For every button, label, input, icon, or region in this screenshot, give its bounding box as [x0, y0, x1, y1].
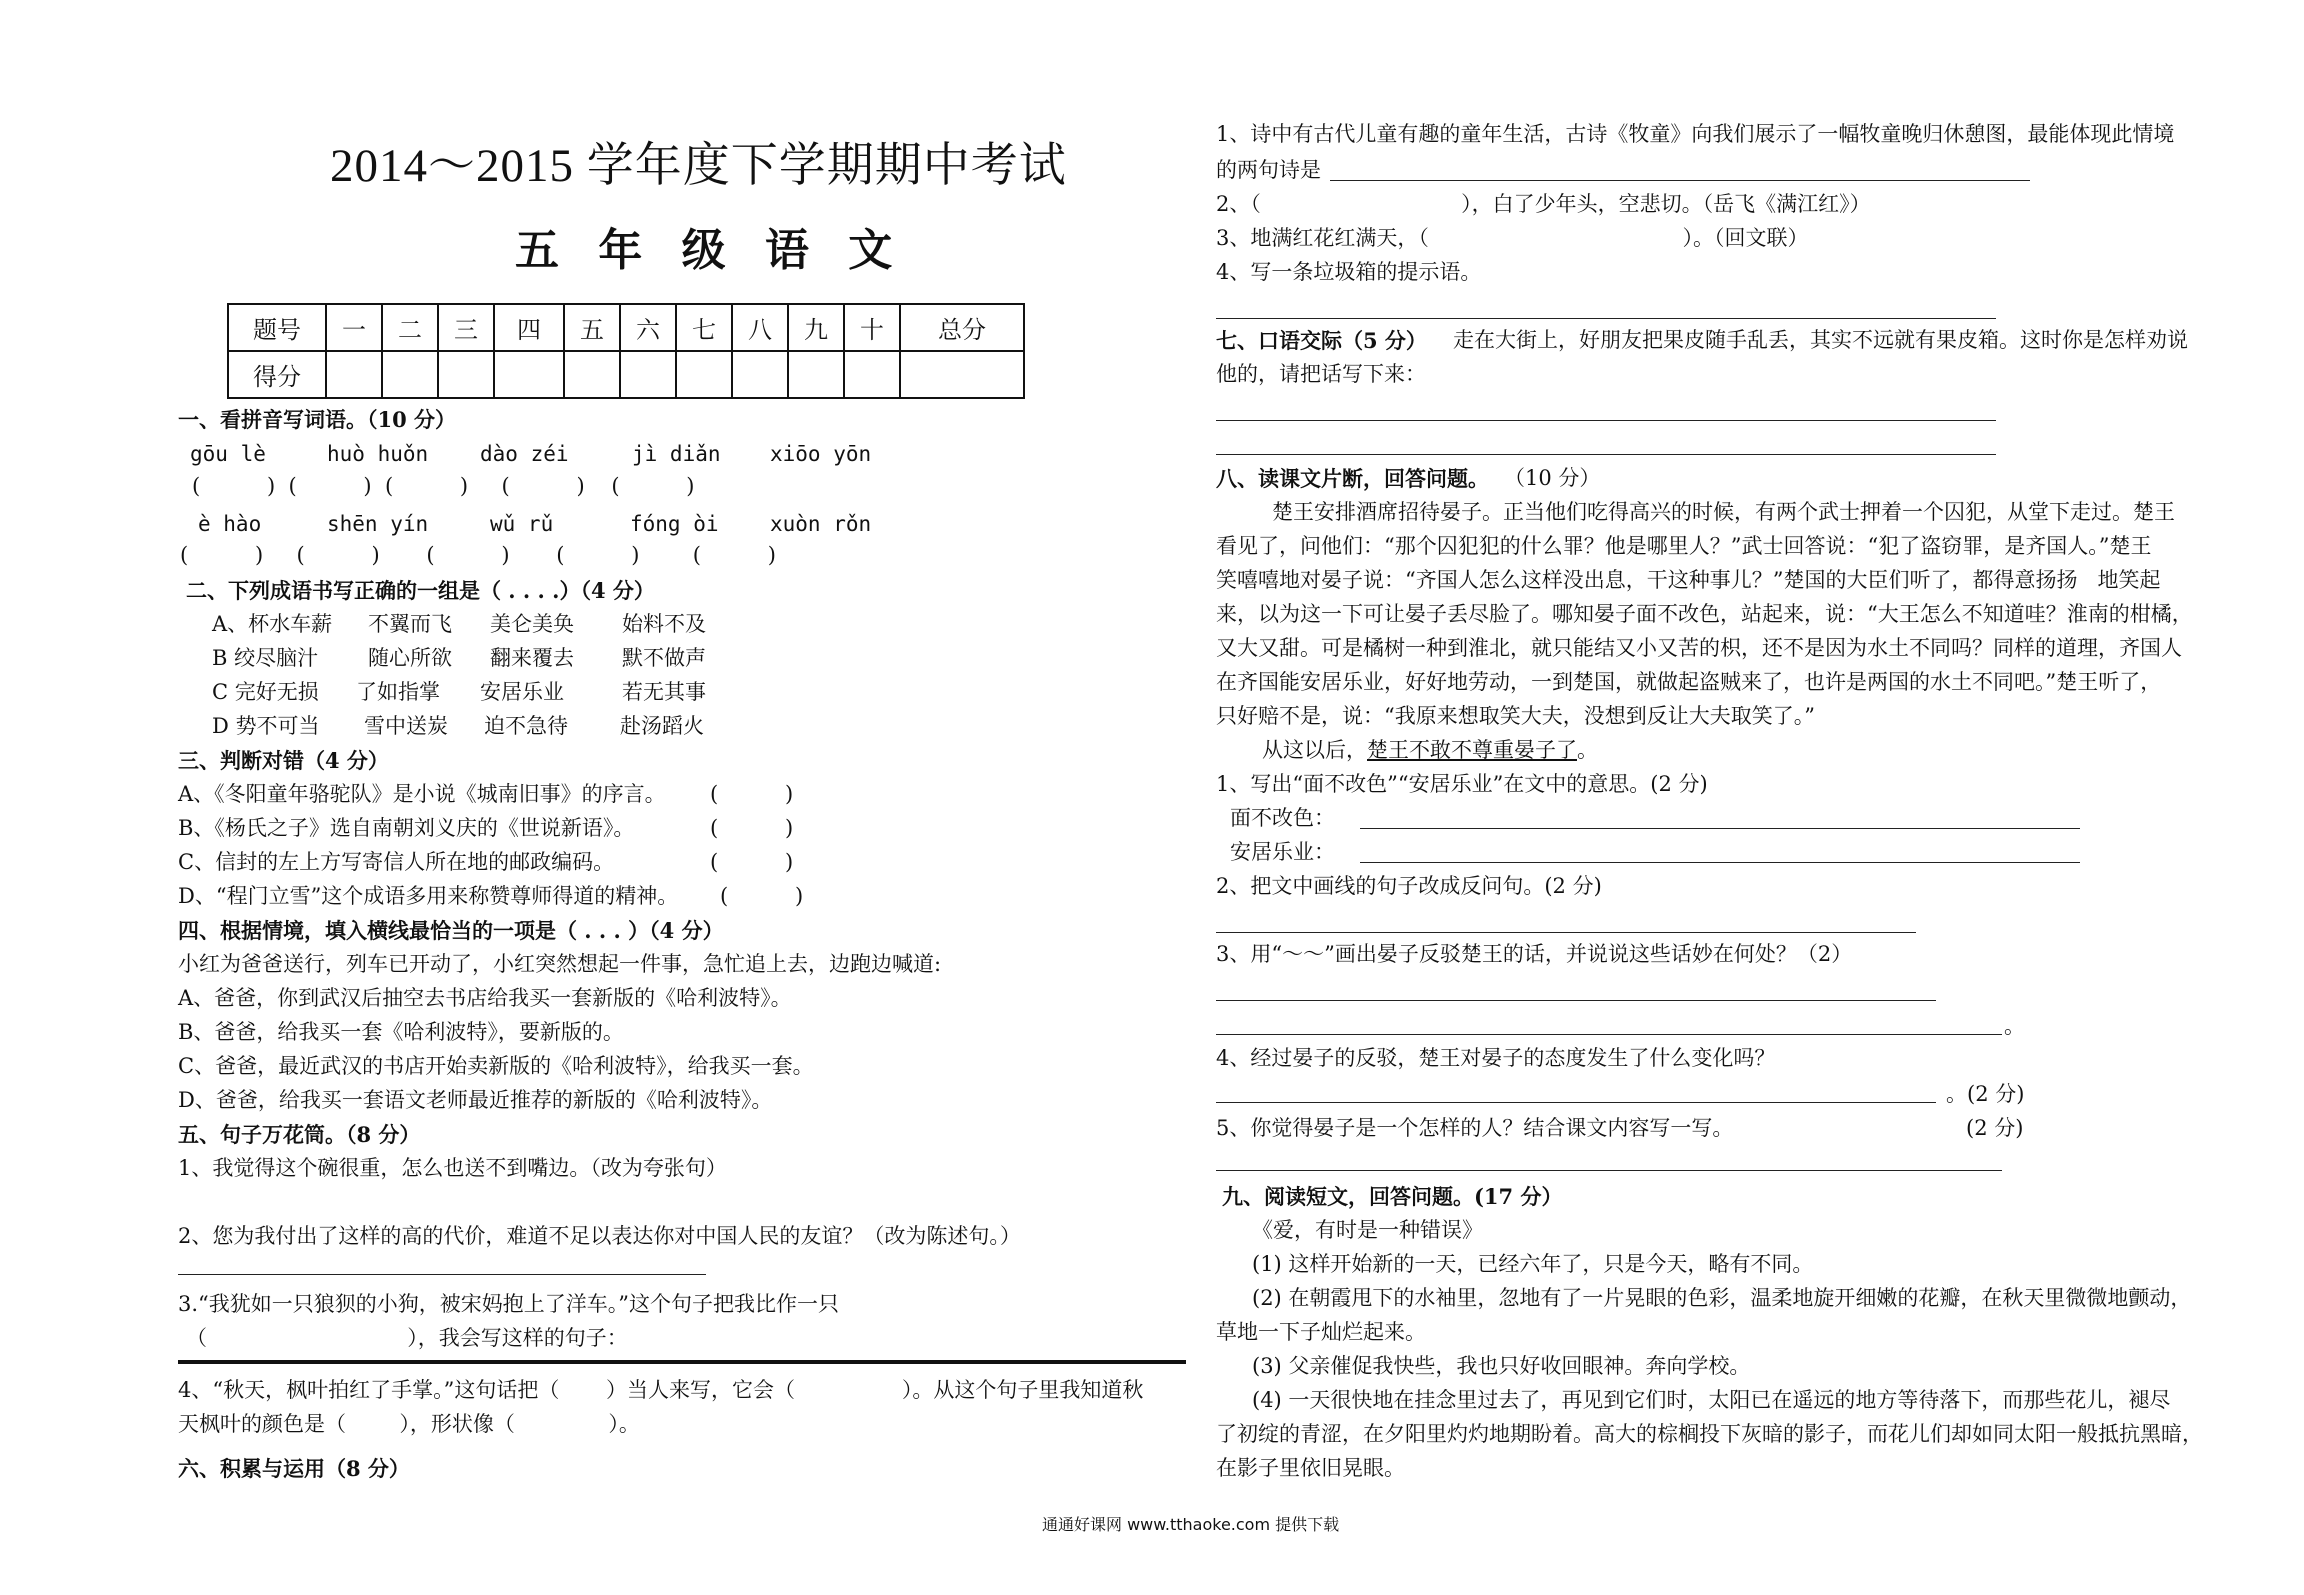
passage-line: 楚王安排酒席招待晏子。正当他们吃得高兴的时候，有两个武士押着一个囚犯，从堂下走过。楚王	[1272, 500, 2175, 524]
q8-1-label-a: 面不改色：	[1230, 806, 1335, 830]
score-table-header-row	[228, 304, 1024, 351]
section-1-heading: 一、看拼音写词语。（10 分）	[178, 407, 457, 432]
idiom-option: C 完好无损	[212, 680, 319, 704]
table-cell: 三	[438, 304, 494, 351]
table-cell: 五	[564, 304, 620, 351]
answer-line[interactable]	[1360, 862, 2080, 863]
answer-line[interactable]	[1216, 1034, 2002, 1035]
judge-answer[interactable]: ( )	[720, 884, 804, 908]
score-input-cell[interactable]	[564, 351, 620, 398]
passage-line: 在齐国能安居乐业，好好地劳动，一到楚国，就做起盗贼来了，也许是两国的水土不同吧。”楚王听了，	[1216, 670, 2162, 694]
idiom: 雪中送炭	[364, 714, 448, 738]
score-input-cell[interactable]	[494, 351, 564, 398]
score-input-cell[interactable]	[438, 351, 494, 398]
table-cell: 一	[326, 304, 382, 351]
judge-item: C、信封的左上方写寄信人所在地的邮政编码。	[178, 850, 615, 874]
pinyin-8: wǔ rǔ	[490, 512, 554, 536]
q8-1-label-b: 安居乐业：	[1230, 840, 1335, 864]
table-cell: 七	[676, 304, 732, 351]
score-input-cell[interactable]	[844, 351, 900, 398]
idiom: 不翼而飞	[368, 612, 452, 636]
section-3-heading: 三、判断对错（4 分）	[178, 748, 389, 773]
answer-brackets-row-2[interactable]: ( ) ( ) ( ) ( ) ( )	[180, 543, 776, 567]
question-5-1: 1、我觉得这个碗很重，怎么也送不到嘴边。（改为夸张句）	[178, 1156, 727, 1180]
article-para: 在影子里依旧晃眼。	[1216, 1456, 1405, 1480]
idiom: 了如指掌	[356, 680, 440, 704]
answer-line[interactable]	[1216, 932, 1916, 933]
question-8-3: 3、用“～～”画出晏子反驳楚王的话，并说说这些话妙在何处？（2）	[1216, 942, 1853, 966]
idiom-option: A、杯水车薪	[212, 612, 333, 636]
context-text: 小红为爸爸送行，列车已开动了，小红突然想起一件事，急忙追上去，边跑边喊道:	[178, 952, 942, 976]
score-table	[227, 303, 1025, 399]
question-5-3: 3.“我犹如一只狼狈的小狗，被宋妈抱上了洋车。”这个句子把我比作一只	[178, 1292, 840, 1316]
idiom: 安居乐业	[480, 680, 564, 704]
underlined-sentence: 楚王不敢不尊重晏子了	[1367, 738, 1577, 762]
idiom: 随心所欲	[368, 646, 452, 670]
option-d: D、爸爸，给我买一套语文老师最近推荐的新版的《哈利波特》。	[178, 1088, 773, 1112]
exam-subtitle: 五 年 级 语 文	[515, 225, 905, 276]
table-cell: 九	[788, 304, 844, 351]
idiom: 始料不及	[622, 612, 706, 636]
score-table-score-row	[228, 351, 1024, 398]
idiom: 迫不急待	[484, 714, 568, 738]
section-4-heading: 四、根据情境，填入横线最恰当的一项是（ . . . ）（4 分）	[178, 918, 724, 943]
question-5-3-blank[interactable]: （ ），我会写这样的句子：	[186, 1326, 628, 1350]
idiom: 赴汤蹈火	[620, 714, 704, 738]
answer-line[interactable]	[1360, 828, 2080, 829]
article-para: 了初绽的青涩，在夕阳里灼灼地期盼着。高大的棕榈投下灰暗的影子，而花儿们却如同太阳一般抵抗黑暗，	[1216, 1422, 2203, 1446]
section-7-heading: 七、口语交际（5 分）	[1216, 328, 1427, 353]
judge-item: B、《杨氏之子》选自南朝刘义庆的《世说新语》。	[178, 816, 635, 840]
section-2-heading: 二、下列成语书写正确的一组是（ . . . .）（4 分）	[186, 578, 655, 603]
score-input-cell[interactable]	[676, 351, 732, 398]
table-cell: 二	[382, 304, 438, 351]
passage-line: 笑嘻嘻地对晏子说：“齐国人怎么这样没出息，干这种事儿？”楚国的大臣们听了，都得意扬扬 地笑起	[1216, 568, 2161, 592]
pinyin-7: shēn yín	[327, 512, 429, 536]
s6-item-4: 4、写一条垃圾箱的提示语。	[1216, 260, 1482, 284]
article-para: (1) 这样开始新的一天，已经六年了，只是今天，略有不同。	[1252, 1252, 1814, 1276]
option-a: A、爸爸，你到武汉后抽空去书店给我买一套新版的《哈利波特》。	[178, 986, 792, 1010]
idiom-option: B 绞尽脑汁	[212, 646, 319, 670]
score-input-cell[interactable]	[382, 351, 438, 398]
s6-item-2: 2、（ ），白了少年头，空悲切。（岳飞《满江红》）	[1216, 192, 1871, 216]
question-8-1: 1、写出“面不改色”“安居乐业”在文中的意思。(2 分)	[1216, 772, 1708, 796]
idiom-option: D 势不可当	[212, 714, 320, 738]
pinyin-6: è hào	[198, 512, 262, 536]
question-5-4-cont: 天枫叶的颜色是（ ），形状像（ ）。	[178, 1412, 640, 1436]
answer-line[interactable]	[178, 1274, 706, 1275]
pinyin-4: jì diǎn	[632, 442, 721, 466]
answer-line[interactable]	[1216, 1000, 1936, 1001]
passage-line: 只好赔不是，说：“我原来想取笑大夫，没想到反让大夫取笑了。”	[1216, 704, 1815, 728]
score-input-cell[interactable]	[900, 351, 1024, 398]
pinyin-3: dào zéi	[480, 442, 569, 466]
period: 。	[2004, 1014, 2025, 1038]
judge-answer[interactable]: ( )	[710, 782, 794, 806]
article-para: (3) 父亲催促我快些，我也只好收回眼神。奔向学校。	[1252, 1354, 1751, 1378]
option-c: C、爸爸，最近武汉的书店开始卖新版的《哈利波特》，给我买一套。	[178, 1054, 814, 1078]
answer-line[interactable]	[1216, 1170, 2002, 1171]
q8-4-score: 。(2 分)	[1946, 1082, 2025, 1106]
judge-answer[interactable]: ( )	[710, 816, 794, 840]
section-6-heading: 六、积累与运用（8 分）	[178, 1456, 410, 1481]
question-8-2: 2、把文中画线的句子改成反问句。(2 分)	[1216, 874, 1602, 898]
section-9-heading: 九、阅读短文，回答问题。(17 分）	[1222, 1184, 1563, 1209]
section-8-heading: 八、读课文片断，回答问题。	[1216, 466, 1489, 491]
idiom: 翻来覆去	[490, 646, 574, 670]
judge-answer[interactable]: ( )	[710, 850, 794, 874]
judge-item: A、《冬阳童年骆驼队》是小说《城南旧事》的序言。	[178, 782, 666, 806]
passage-last-line: 从这以后，楚王不敢不尊重晏子了。	[1262, 738, 1598, 762]
answer-line[interactable]	[1216, 318, 1996, 319]
score-input-cell[interactable]	[788, 351, 844, 398]
q8-5-score: (2 分)	[1966, 1116, 2024, 1140]
pinyin-5: xiōo yōn	[770, 442, 872, 466]
question-8-5: 5、你觉得晏子是一个怎样的人？结合课文内容写一写。	[1216, 1116, 1734, 1140]
section-7-text-cont: 他的，请把话写下来：	[1216, 362, 1426, 386]
score-input-cell[interactable]	[732, 351, 788, 398]
section-7-text: 走在大街上，好朋友把果皮随手乱丢，其实不远就有果皮箱。这时你是怎样劝说	[1453, 328, 2188, 352]
article-title: 《爱，有时是一种错误》	[1252, 1218, 1483, 1242]
pinyin-2: huò huǒn	[327, 442, 429, 466]
table-cell: 六	[620, 304, 676, 351]
question-5-4: 4、“秋天，枫叶拍红了手掌。”这句话把（ ）当人来写，它会（ ）。从这个句子里我知道秋	[178, 1378, 1144, 1402]
article-para: 草地一下子灿烂起来。	[1216, 1320, 1426, 1344]
idiom: 默不做声	[622, 646, 706, 670]
answer-line[interactable]	[1216, 454, 1996, 455]
answer-line[interactable]	[1330, 180, 2030, 181]
pinyin-9: fóng òi	[630, 512, 719, 536]
idiom: 若无其事	[622, 680, 706, 704]
exam-title: 2014～2015 学年度下学期期中考试	[330, 140, 1067, 192]
pinyin-1: gōu lè	[190, 442, 266, 466]
option-b: B、爸爸，给我买一套《哈利波特》，要新版的。	[178, 1020, 624, 1044]
passage-text: 从这以后，	[1262, 738, 1367, 762]
pinyin-10: xuòn rǒn	[770, 512, 872, 536]
table-cell: 十	[844, 304, 900, 351]
answer-brackets-row-1[interactable]: ( ) ( ) ( ) ( ) ( )	[192, 474, 695, 498]
table-cell: 得分	[228, 351, 326, 398]
section-8-score: （10 分）	[1504, 466, 1601, 490]
judge-item: D、“程门立雪”这个成语多用来称赞尊师得道的精神。	[178, 884, 679, 908]
answer-line[interactable]	[1216, 420, 1996, 421]
table-cell: 八	[732, 304, 788, 351]
question-8-4: 4、经过晏子的反驳，楚王对晏子的态度发生了什么变化吗？	[1216, 1046, 1776, 1070]
table-cell: 四	[494, 304, 564, 351]
score-input-cell[interactable]	[326, 351, 382, 398]
table-cell: 题号	[228, 304, 326, 351]
passage-line: 又大又甜。可是橘树一种到淮北，就只能结又小又苦的枳，还不是因为水土不同吗？同样的道理，齐国人	[1216, 636, 2182, 660]
answer-line[interactable]	[1216, 1102, 1936, 1103]
table-cell: 总分	[900, 304, 1024, 351]
footer-credit: 通通好课网 www.tthaoke.com 提供下载	[1042, 1515, 1340, 1534]
s6-item-3: 3、地满红花红满天，（ ）。（回文联）	[1216, 226, 1809, 250]
passage-line: 看见了，问他们：“那个囚犯犯的什么罪？他是哪里人？”武士回答说：“犯了盗窃罪，是齐国人。”楚王	[1216, 534, 2152, 558]
section-5-heading: 五、句子万花筒。（8 分）	[178, 1122, 421, 1147]
score-input-cell[interactable]	[620, 351, 676, 398]
question-5-2: 2、您为我付出了这样的高的代价，难道不足以表达你对中国人民的友谊？（改为陈述句。）	[178, 1224, 1021, 1248]
divider	[178, 1360, 1186, 1364]
idiom: 美仑美奂	[490, 612, 574, 636]
s6-item-1-cont: 的两句诗是	[1216, 158, 1321, 182]
passage-line: 来，以为这一下可让晏子丢尽脸了。哪知晏子面不改色，站起来，说：“大王怎么不知道哇？淮南的柑橘，	[1216, 602, 2193, 626]
s6-item-1: 1、诗中有古代儿童有趣的童年生活，古诗《牧童》向我们展示了一幅牧童晚归休憩图，最能体现此情境	[1216, 122, 2175, 146]
article-para: (2) 在朝霞甩下的水袖里，忽地有了一片晃眼的色彩，温柔地旋开细嫩的花瓣，在秋天里微微地颤动，	[1252, 1286, 2192, 1310]
article-para: (4) 一天很快地在挂念里过去了，再见到它们时，太阳已在遥远的地方等待落下，而那些花儿，褪尽	[1252, 1388, 2171, 1412]
